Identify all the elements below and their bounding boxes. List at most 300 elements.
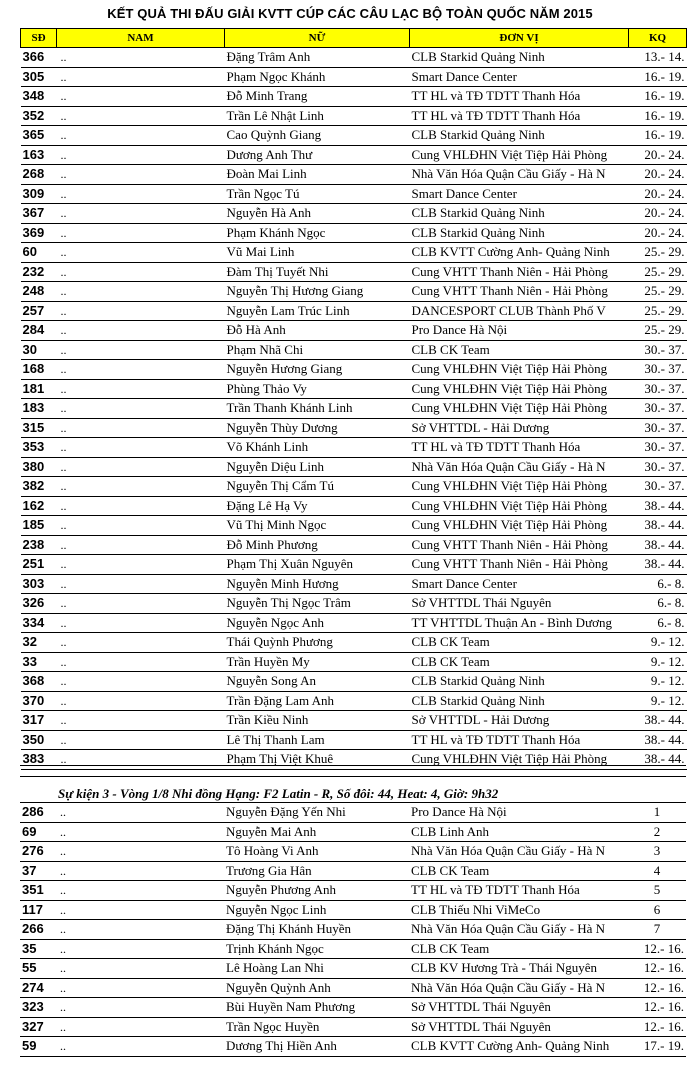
nu-cell: Nguyễn Mai Anh bbox=[224, 822, 409, 842]
table-row bbox=[21, 477, 687, 497]
kq-cell: 1 bbox=[628, 803, 686, 822]
nam-cell: .. bbox=[57, 126, 225, 146]
don-vi-cell: Pro Dance Hà Nội bbox=[410, 321, 629, 341]
sd-cell: 162 bbox=[21, 496, 57, 516]
nam-cell: .. bbox=[57, 243, 225, 263]
don-vi-cell: Smart Dance Center bbox=[410, 67, 629, 87]
nam-cell: .. bbox=[56, 861, 224, 881]
table-row bbox=[21, 48, 687, 68]
nu-cell: Đỗ Hà Anh bbox=[225, 321, 410, 341]
nu-cell: Đặng Lê Hạ Vy bbox=[225, 496, 410, 516]
nam-cell: .. bbox=[56, 978, 224, 998]
kq-cell: 30.- 37. bbox=[629, 399, 687, 419]
don-vi-cell: CLB Starkid Quảng Ninh bbox=[410, 223, 629, 243]
table-row bbox=[21, 360, 687, 380]
table-row bbox=[20, 998, 686, 1018]
nu-cell: Đàm Thị Tuyết Nhi bbox=[225, 262, 410, 282]
don-vi-cell: TT HL và TĐ TDTT Thanh Hóa bbox=[409, 881, 628, 901]
sd-cell: 60 bbox=[21, 243, 57, 263]
don-vi-cell: Sở VHTTDL Thái Nguyên bbox=[409, 998, 628, 1018]
sd-cell: 309 bbox=[21, 184, 57, 204]
table-row bbox=[20, 842, 686, 862]
don-vi-cell: Cung VHLĐHN Việt Tiệp Hải Phòng bbox=[410, 145, 629, 165]
table-row bbox=[21, 340, 687, 360]
kq-cell: 6.- 8. bbox=[629, 594, 687, 614]
don-vi-cell: CLB CK Team bbox=[410, 652, 629, 672]
table-row bbox=[21, 672, 687, 692]
nam-cell: .. bbox=[57, 87, 225, 107]
nam-cell: .. bbox=[56, 900, 224, 920]
table-row bbox=[20, 920, 686, 940]
table-row bbox=[20, 978, 686, 998]
kq-cell: 2 bbox=[628, 822, 686, 842]
nam-cell: .. bbox=[57, 204, 225, 224]
kq-cell: 38.- 44. bbox=[629, 535, 687, 555]
nam-cell: .. bbox=[57, 555, 225, 575]
table-row bbox=[20, 822, 686, 842]
nam-cell: .. bbox=[57, 633, 225, 653]
kq-cell: 6 bbox=[628, 900, 686, 920]
sd-cell: 348 bbox=[21, 87, 57, 107]
table-row bbox=[21, 165, 687, 185]
nu-cell: Phùng Thảo Vy bbox=[225, 379, 410, 399]
kq-cell: 16.- 19. bbox=[629, 126, 687, 146]
don-vi-cell: Pro Dance Hà Nội bbox=[409, 803, 628, 822]
don-vi-cell: CLB Starkid Quảng Ninh bbox=[410, 204, 629, 224]
sd-cell: 334 bbox=[21, 613, 57, 633]
nam-cell: .. bbox=[57, 262, 225, 282]
sd-cell: 383 bbox=[21, 750, 57, 770]
table-row bbox=[21, 87, 687, 107]
kq-cell: 12.- 16. bbox=[628, 1017, 686, 1037]
nam-cell: .. bbox=[57, 574, 225, 594]
kq-cell: 38.- 44. bbox=[629, 711, 687, 731]
table-row bbox=[21, 730, 687, 750]
don-vi-cell: Cung VHLĐHN Việt Tiệp Hải Phòng bbox=[410, 399, 629, 419]
nam-cell: .. bbox=[57, 477, 225, 497]
nam-cell: .. bbox=[57, 672, 225, 692]
nu-cell: Phạm Nhã Chi bbox=[225, 340, 410, 360]
don-vi-cell: DANCESPORT CLUB Thành Phố V bbox=[410, 301, 629, 321]
nu-cell: Tô Hoàng Vi Anh bbox=[224, 842, 409, 862]
don-vi-cell: CLB CK Team bbox=[410, 340, 629, 360]
kq-cell: 38.- 44. bbox=[629, 555, 687, 575]
sd-cell: 37 bbox=[20, 861, 56, 881]
don-vi-cell: Cung VHLĐHN Việt Tiệp Hải Phòng bbox=[410, 360, 629, 380]
nam-cell: .. bbox=[57, 145, 225, 165]
sd-cell: 33 bbox=[21, 652, 57, 672]
nam-cell: .. bbox=[57, 691, 225, 711]
don-vi-cell: Sở VHTTDL - Hải Dương bbox=[410, 711, 629, 731]
table-row bbox=[20, 1017, 686, 1037]
sd-cell: 232 bbox=[21, 262, 57, 282]
don-vi-cell: CLB Starkid Quảng Ninh bbox=[410, 691, 629, 711]
nam-cell: .. bbox=[57, 301, 225, 321]
kq-cell: 17.- 19. bbox=[628, 1037, 686, 1057]
kq-cell: 20.- 24. bbox=[629, 184, 687, 204]
don-vi-cell: CLB Starkid Quảng Ninh bbox=[410, 672, 629, 692]
nam-cell: .. bbox=[56, 920, 224, 940]
don-vi-cell: CLB KV Hương Trà - Thái Nguyên bbox=[409, 959, 628, 979]
kq-cell: 16.- 19. bbox=[629, 87, 687, 107]
sd-cell: 327 bbox=[20, 1017, 56, 1037]
don-vi-cell: Nhà Văn Hóa Quận Cầu Giấy - Hà N bbox=[409, 842, 628, 862]
kq-cell: 25.- 29. bbox=[629, 243, 687, 263]
nu-cell: Đỗ Minh Phương bbox=[225, 535, 410, 555]
sd-cell: 382 bbox=[21, 477, 57, 497]
kq-cell: 13.- 14. bbox=[629, 48, 687, 68]
nu-cell: Đặng Thị Khánh Huyền bbox=[224, 920, 409, 940]
table-row bbox=[20, 900, 686, 920]
nu-cell: Nguyễn Đặng Yến Nhi bbox=[224, 803, 409, 822]
kq-cell: 30.- 37. bbox=[629, 340, 687, 360]
nam-cell: .. bbox=[56, 959, 224, 979]
kq-cell: 4 bbox=[628, 861, 686, 881]
nu-cell: Trương Gia Hân bbox=[224, 861, 409, 881]
don-vi-cell: Cung VHTT Thanh Niên - Hải Phòng bbox=[410, 555, 629, 575]
table-row bbox=[21, 457, 687, 477]
sd-cell: 323 bbox=[20, 998, 56, 1018]
don-vi-cell: CLB CK Team bbox=[409, 861, 628, 881]
table-row bbox=[20, 861, 686, 881]
kq-cell: 16.- 19. bbox=[629, 106, 687, 126]
don-vi-cell: Cung VHTT Thanh Niên - Hải Phòng bbox=[410, 535, 629, 555]
sd-cell: 168 bbox=[21, 360, 57, 380]
don-vi-cell: Nhà Văn Hóa Quận Cầu Giấy - Hà N bbox=[410, 457, 629, 477]
kq-cell: 5 bbox=[628, 881, 686, 901]
don-vi-cell: Cung VHLĐHN Việt Tiệp Hải Phòng bbox=[410, 516, 629, 536]
kq-cell: 25.- 29. bbox=[629, 282, 687, 302]
nu-cell: Trần Đặng Lam Anh bbox=[225, 691, 410, 711]
don-vi-cell: CLB CK Team bbox=[410, 633, 629, 653]
header-nu: NỮ bbox=[225, 29, 410, 48]
nu-cell: Trần Ngọc Tú bbox=[225, 184, 410, 204]
nu-cell: Nguyễn Thùy Dương bbox=[225, 418, 410, 438]
nam-cell: .. bbox=[57, 438, 225, 458]
table-row bbox=[21, 126, 687, 146]
table-row bbox=[20, 1037, 686, 1057]
table-row bbox=[21, 613, 687, 633]
sd-cell: 367 bbox=[21, 204, 57, 224]
sd-cell: 266 bbox=[20, 920, 56, 940]
kq-cell: 7 bbox=[628, 920, 686, 940]
nam-cell: .. bbox=[57, 516, 225, 536]
don-vi-cell: Sở VHTTDL - Hải Dương bbox=[410, 418, 629, 438]
table-row bbox=[21, 438, 687, 458]
kq-cell: 38.- 44. bbox=[629, 750, 687, 770]
nu-cell: Dương Thị Hiền Anh bbox=[224, 1037, 409, 1057]
sd-cell: 380 bbox=[21, 457, 57, 477]
kq-cell: 12.- 16. bbox=[628, 978, 686, 998]
event-heading: Sự kiện 3 - Vòng 1/8 Nhi đồng Hạng: F2 Latin - R, Số đôi: 44, Heat: 4, Giờ: 9h32 bbox=[58, 786, 499, 801]
nam-cell: .. bbox=[57, 340, 225, 360]
header-nam: NAM bbox=[57, 29, 225, 48]
don-vi-cell: Nhà Văn Hóa Quận Cầu Giấy - Hà N bbox=[409, 920, 628, 940]
nam-cell: .. bbox=[57, 223, 225, 243]
kq-cell: 9.- 12. bbox=[629, 672, 687, 692]
nam-cell: .. bbox=[57, 613, 225, 633]
nam-cell: .. bbox=[57, 184, 225, 204]
nu-cell: Nguyễn Diệu Linh bbox=[225, 457, 410, 477]
nam-cell: .. bbox=[57, 457, 225, 477]
nam-cell: .. bbox=[56, 881, 224, 901]
don-vi-cell: Nhà Văn Hóa Quận Cầu Giấy - Hà N bbox=[409, 978, 628, 998]
table-row bbox=[21, 535, 687, 555]
nu-cell: Phạm Thị Việt Khuê bbox=[225, 750, 410, 770]
nu-cell: Nguyễn Quỳnh Anh bbox=[224, 978, 409, 998]
table-row bbox=[21, 418, 687, 438]
don-vi-cell: CLB Linh Anh bbox=[409, 822, 628, 842]
sd-cell: 350 bbox=[21, 730, 57, 750]
nu-cell: Võ Khánh Linh bbox=[225, 438, 410, 458]
sd-cell: 268 bbox=[21, 165, 57, 185]
table-row bbox=[21, 243, 687, 263]
table-row bbox=[21, 516, 687, 536]
nu-cell: Trần Huyền My bbox=[225, 652, 410, 672]
kq-cell: 20.- 24. bbox=[629, 145, 687, 165]
nu-cell: Nguyễn Thị Cẩm Tú bbox=[225, 477, 410, 497]
sd-cell: 163 bbox=[21, 145, 57, 165]
don-vi-cell: TT VHTTDL Thuận An - Bình Dương bbox=[410, 613, 629, 633]
nu-cell: Phạm Thị Xuân Nguyên bbox=[225, 555, 410, 575]
nu-cell: Nguyễn Phương Anh bbox=[224, 881, 409, 901]
nam-cell: .. bbox=[57, 48, 225, 68]
sd-cell: 365 bbox=[21, 126, 57, 146]
sd-cell: 35 bbox=[20, 939, 56, 959]
sd-cell: 238 bbox=[21, 535, 57, 555]
nu-cell: Lê Hoàng Lan Nhi bbox=[224, 959, 409, 979]
kq-cell: 12.- 16. bbox=[628, 959, 686, 979]
table-row bbox=[21, 67, 687, 87]
nu-cell: Thái Quỳnh Phương bbox=[225, 633, 410, 653]
sd-cell: 315 bbox=[21, 418, 57, 438]
kq-cell: 20.- 24. bbox=[629, 165, 687, 185]
sd-cell: 117 bbox=[20, 900, 56, 920]
nam-cell: .. bbox=[57, 282, 225, 302]
don-vi-cell: CLB Starkid Quảng Ninh bbox=[410, 126, 629, 146]
table-row bbox=[21, 574, 687, 594]
sd-cell: 257 bbox=[21, 301, 57, 321]
table-row bbox=[21, 594, 687, 614]
don-vi-cell: CLB KVTT Cường Anh- Quảng Ninh bbox=[409, 1037, 628, 1057]
don-vi-cell: CLB Thiếu Nhi ViMeCo bbox=[409, 900, 628, 920]
kq-cell: 30.- 37. bbox=[629, 379, 687, 399]
kq-cell: 38.- 44. bbox=[629, 730, 687, 750]
sd-cell: 317 bbox=[21, 711, 57, 731]
kq-cell: 30.- 37. bbox=[629, 418, 687, 438]
kq-cell: 25.- 29. bbox=[629, 301, 687, 321]
kq-cell: 25.- 29. bbox=[629, 262, 687, 282]
nam-cell: .. bbox=[56, 998, 224, 1018]
sd-cell: 274 bbox=[20, 978, 56, 998]
nam-cell: .. bbox=[57, 321, 225, 341]
don-vi-cell: Cung VHLĐHN Việt Tiệp Hải Phòng bbox=[410, 477, 629, 497]
kq-cell: 3 bbox=[628, 842, 686, 862]
sd-cell: 370 bbox=[21, 691, 57, 711]
nam-cell: .. bbox=[56, 803, 224, 822]
nam-cell: .. bbox=[56, 1037, 224, 1057]
nam-cell: .. bbox=[57, 379, 225, 399]
kq-cell: 20.- 24. bbox=[629, 204, 687, 224]
sd-cell: 32 bbox=[21, 633, 57, 653]
header-kq: KQ bbox=[629, 29, 687, 48]
sd-cell: 353 bbox=[21, 438, 57, 458]
sd-cell: 181 bbox=[21, 379, 57, 399]
kq-cell: 12.- 16. bbox=[628, 998, 686, 1018]
table-row bbox=[21, 633, 687, 653]
kq-cell: 6.- 8. bbox=[629, 613, 687, 633]
nam-cell: .. bbox=[57, 594, 225, 614]
nam-cell: .. bbox=[57, 360, 225, 380]
sd-cell: 326 bbox=[21, 594, 57, 614]
sd-cell: 248 bbox=[21, 282, 57, 302]
nu-cell: Nguyễn Minh Hương bbox=[225, 574, 410, 594]
section-divider bbox=[20, 765, 686, 777]
nam-cell: .. bbox=[57, 652, 225, 672]
table-row bbox=[21, 555, 687, 575]
nu-cell: Đoàn Mai Linh bbox=[225, 165, 410, 185]
table-row bbox=[21, 301, 687, 321]
nu-cell: Nguyễn Ngọc Linh bbox=[224, 900, 409, 920]
table-row bbox=[21, 379, 687, 399]
table-row bbox=[20, 881, 686, 901]
table-row bbox=[21, 399, 687, 419]
table-row bbox=[20, 959, 686, 979]
table-row bbox=[21, 711, 687, 731]
kq-cell: 20.- 24. bbox=[629, 223, 687, 243]
nu-cell: Vũ Mai Linh bbox=[225, 243, 410, 263]
don-vi-cell: TT HL và TĐ TDTT Thanh Hóa bbox=[410, 438, 629, 458]
nu-cell: Trần Ngọc Huyền bbox=[224, 1017, 409, 1037]
nam-cell: .. bbox=[57, 67, 225, 87]
table-row bbox=[21, 652, 687, 672]
sd-cell: 305 bbox=[21, 67, 57, 87]
sd-cell: 303 bbox=[21, 574, 57, 594]
kq-cell: 9.- 12. bbox=[629, 633, 687, 653]
don-vi-cell: CLB Starkid Quảng Ninh bbox=[410, 48, 629, 68]
kq-cell: 25.- 29. bbox=[629, 321, 687, 341]
don-vi-cell: Nhà Văn Hóa Quận Cầu Giấy - Hà N bbox=[410, 165, 629, 185]
nam-cell: .. bbox=[57, 106, 225, 126]
don-vi-cell: Cung VHTT Thanh Niên - Hải Phòng bbox=[410, 282, 629, 302]
don-vi-cell: Cung VHLĐHN Việt Tiệp Hải Phòng bbox=[410, 750, 629, 770]
don-vi-cell: Sở VHTTDL Thái Nguyên bbox=[410, 594, 629, 614]
table-row bbox=[21, 496, 687, 516]
table-header-row bbox=[21, 29, 687, 48]
header-sd: SĐ bbox=[21, 29, 57, 48]
kq-cell: 6.- 8. bbox=[629, 574, 687, 594]
don-vi-cell: Smart Dance Center bbox=[410, 184, 629, 204]
nu-cell: Trần Thanh Khánh Linh bbox=[225, 399, 410, 419]
nu-cell: Đỗ Minh Trang bbox=[225, 87, 410, 107]
results-table-event-3 bbox=[20, 803, 686, 1057]
sd-cell: 59 bbox=[20, 1037, 56, 1057]
kq-cell: 30.- 37. bbox=[629, 477, 687, 497]
nam-cell: .. bbox=[57, 711, 225, 731]
nu-cell: Nguyễn Ngọc Anh bbox=[225, 613, 410, 633]
kq-cell: 30.- 37. bbox=[629, 457, 687, 477]
kq-cell: 38.- 44. bbox=[629, 496, 687, 516]
sd-cell: 351 bbox=[20, 881, 56, 901]
nu-cell: Cao Quỳnh Giang bbox=[225, 126, 410, 146]
table-row bbox=[21, 145, 687, 165]
nam-cell: .. bbox=[57, 496, 225, 516]
table-row bbox=[21, 321, 687, 341]
sd-cell: 251 bbox=[21, 555, 57, 575]
sd-cell: 55 bbox=[20, 959, 56, 979]
don-vi-cell: Sở VHTTDL Thái Nguyên bbox=[409, 1017, 628, 1037]
sd-cell: 30 bbox=[21, 340, 57, 360]
nu-cell: Nguyễn Lam Trúc Linh bbox=[225, 301, 410, 321]
don-vi-cell: Cung VHTT Thanh Niên - Hải Phòng bbox=[410, 262, 629, 282]
sd-cell: 183 bbox=[21, 399, 57, 419]
nu-cell: Phạm Khánh Ngọc bbox=[225, 223, 410, 243]
nam-cell: .. bbox=[56, 842, 224, 862]
nu-cell: Trần Lê Nhật Linh bbox=[225, 106, 410, 126]
results-table-main bbox=[20, 28, 687, 770]
nu-cell: Bùi Huyền Nam Phương bbox=[224, 998, 409, 1018]
nam-cell: .. bbox=[57, 750, 225, 770]
sd-cell: 286 bbox=[20, 803, 56, 822]
don-vi-cell: TT HL và TĐ TDTT Thanh Hóa bbox=[410, 87, 629, 107]
don-vi-cell: CLB CK Team bbox=[409, 939, 628, 959]
kq-cell: 30.- 37. bbox=[629, 360, 687, 380]
don-vi-cell: CLB KVTT Cường Anh- Quảng Ninh bbox=[410, 243, 629, 263]
kq-cell: 38.- 44. bbox=[629, 516, 687, 536]
table-row bbox=[21, 262, 687, 282]
don-vi-cell: TT HL và TĐ TDTT Thanh Hóa bbox=[410, 730, 629, 750]
nam-cell: .. bbox=[57, 418, 225, 438]
sd-cell: 185 bbox=[21, 516, 57, 536]
nu-cell: Phạm Ngọc Khánh bbox=[225, 67, 410, 87]
nam-cell: .. bbox=[56, 822, 224, 842]
sd-cell: 352 bbox=[21, 106, 57, 126]
nam-cell: .. bbox=[56, 1017, 224, 1037]
table-row bbox=[20, 939, 686, 959]
sd-cell: 69 bbox=[20, 822, 56, 842]
nu-cell: Nguyễn Hương Giang bbox=[225, 360, 410, 380]
kq-cell: 12.- 16. bbox=[628, 939, 686, 959]
nu-cell: Nguyễn Thị Ngọc Trâm bbox=[225, 594, 410, 614]
don-vi-cell: Cung VHLĐHN Việt Tiệp Hải Phòng bbox=[410, 379, 629, 399]
table-row bbox=[20, 803, 686, 822]
sd-cell: 284 bbox=[21, 321, 57, 341]
nu-cell: Nguyễn Thị Hương Giang bbox=[225, 282, 410, 302]
don-vi-cell: Cung VHLĐHN Việt Tiệp Hải Phòng bbox=[410, 496, 629, 516]
sd-cell: 368 bbox=[21, 672, 57, 692]
don-vi-cell: Smart Dance Center bbox=[410, 574, 629, 594]
nu-cell: Đặng Trâm Anh bbox=[225, 48, 410, 68]
kq-cell: 9.- 12. bbox=[629, 691, 687, 711]
sd-cell: 369 bbox=[21, 223, 57, 243]
nu-cell: Nguyễn Hà Anh bbox=[225, 204, 410, 224]
table-row bbox=[21, 691, 687, 711]
sd-cell: 276 bbox=[20, 842, 56, 862]
kq-cell: 30.- 37. bbox=[629, 438, 687, 458]
nu-cell: Trịnh Khánh Ngọc bbox=[224, 939, 409, 959]
table-row bbox=[21, 223, 687, 243]
nu-cell: Dương Anh Thư bbox=[225, 145, 410, 165]
nu-cell: Trần Kiều Ninh bbox=[225, 711, 410, 731]
kq-cell: 9.- 12. bbox=[629, 652, 687, 672]
table-row bbox=[21, 204, 687, 224]
table-row bbox=[21, 106, 687, 126]
nam-cell: .. bbox=[56, 939, 224, 959]
nam-cell: .. bbox=[57, 535, 225, 555]
nam-cell: .. bbox=[57, 730, 225, 750]
nam-cell: .. bbox=[57, 399, 225, 419]
sd-cell: 366 bbox=[21, 48, 57, 68]
